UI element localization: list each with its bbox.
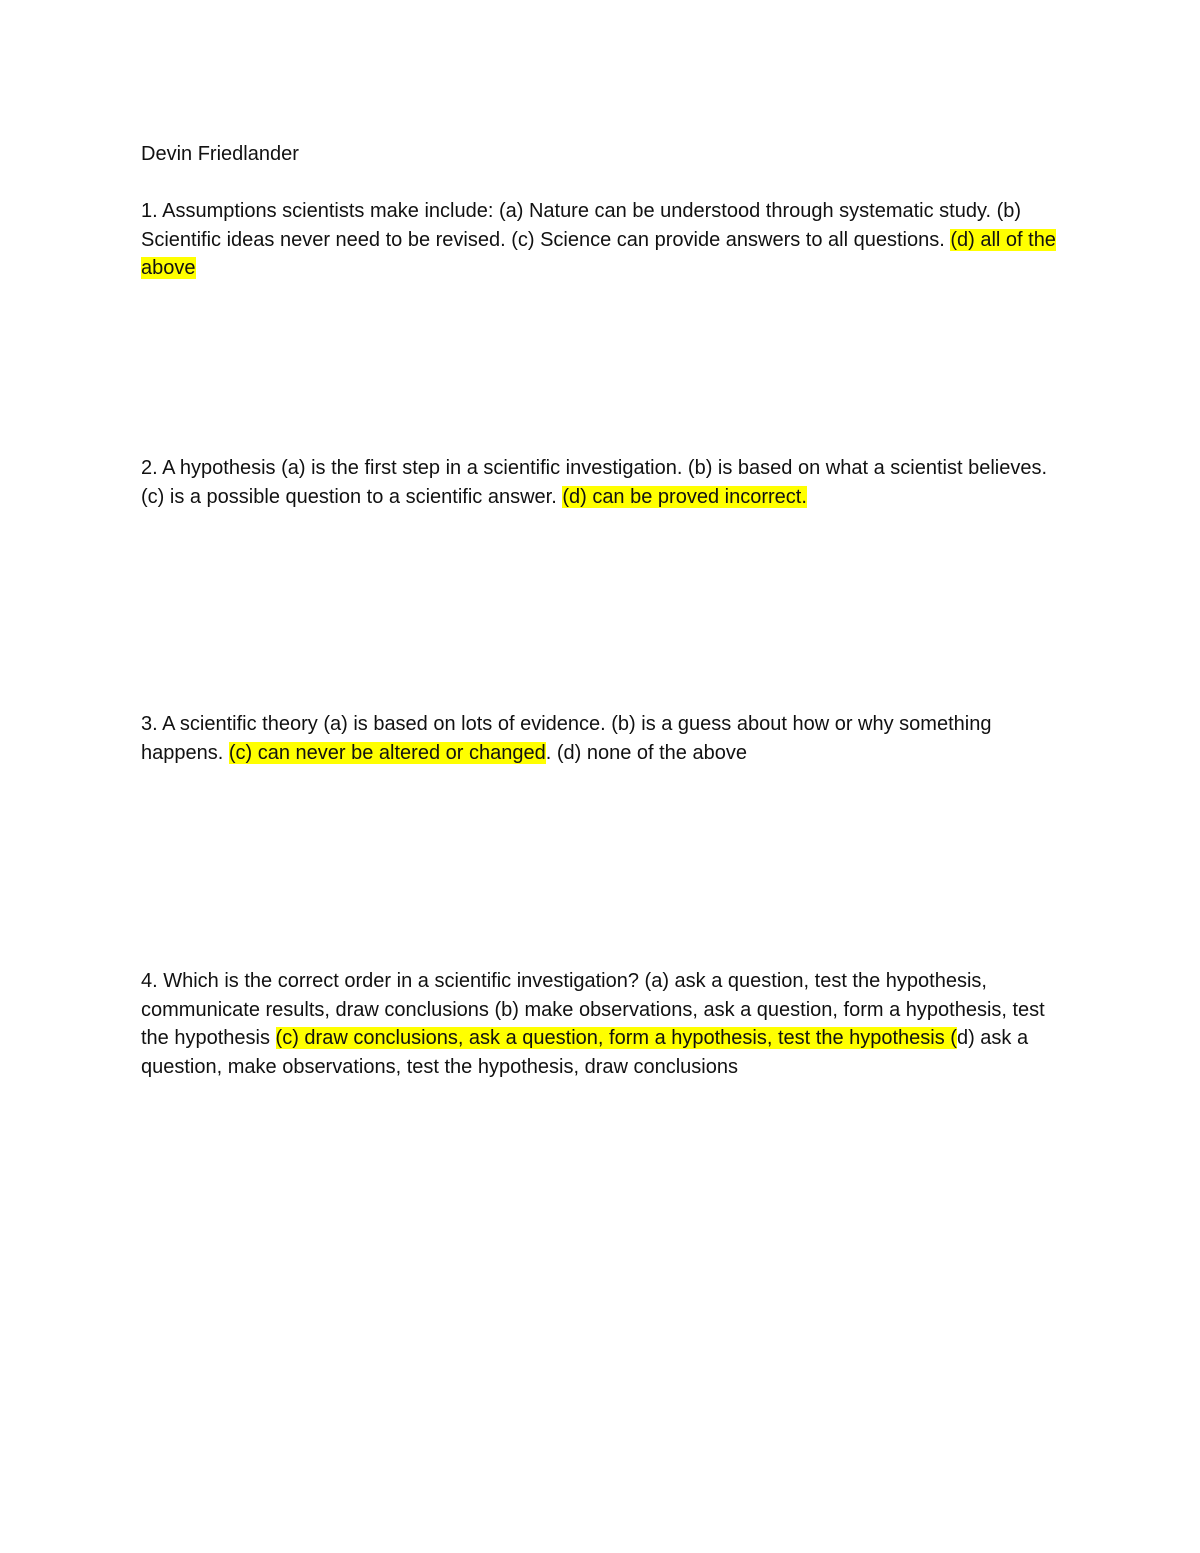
question-2 xyxy=(141,454,1071,511)
question-2-highlighted-answer: (d) can be proved incorrect. xyxy=(562,485,807,508)
question-3 xyxy=(141,710,1071,767)
question-1-text: 1. Assumptions scientists make include: (a) Nature can be understood through systematic study. (b) Scientific ideas never need to be revised. (c) Science can provide answers to all questions. xyxy=(141,200,1022,251)
question-4-text-after: d) ask a question, make observations, test the hypothesis, draw conclusions xyxy=(141,1027,1029,1079)
question-4 xyxy=(141,967,1071,1082)
question-4-text: 4. Which is the correct order in a scientific investigation? (a) ask a question, test the hypothesis, communicate results, draw conclusions (b) make observations, ask a question, form a hypothesis, test the hypothesis xyxy=(141,970,1045,1050)
author-name: Devin Friedlander xyxy=(141,143,299,165)
question-4-highlighted-answer: (c) draw conclusions, ask a question, form a hypothesis, test the hypothesis ( xyxy=(275,1027,957,1050)
question-3-text-after: . (d) none of the above xyxy=(545,741,747,764)
question-1 xyxy=(141,197,1071,283)
question-3-highlighted-answer: (c) can never be altered or changed xyxy=(228,741,546,764)
question-2-text: 2. A hypothesis (a) is the first step in a scientific investigation. (b) is based on what a scientist believes. (c) is a possible question to a scientific answer. xyxy=(141,457,1048,508)
question-1-highlighted-answer: (d) all of the above xyxy=(141,228,1056,280)
question-3-text: 3. A scientific theory (a) is based on lots of evidence. (b) is a guess about how or why something happens. xyxy=(141,713,992,764)
